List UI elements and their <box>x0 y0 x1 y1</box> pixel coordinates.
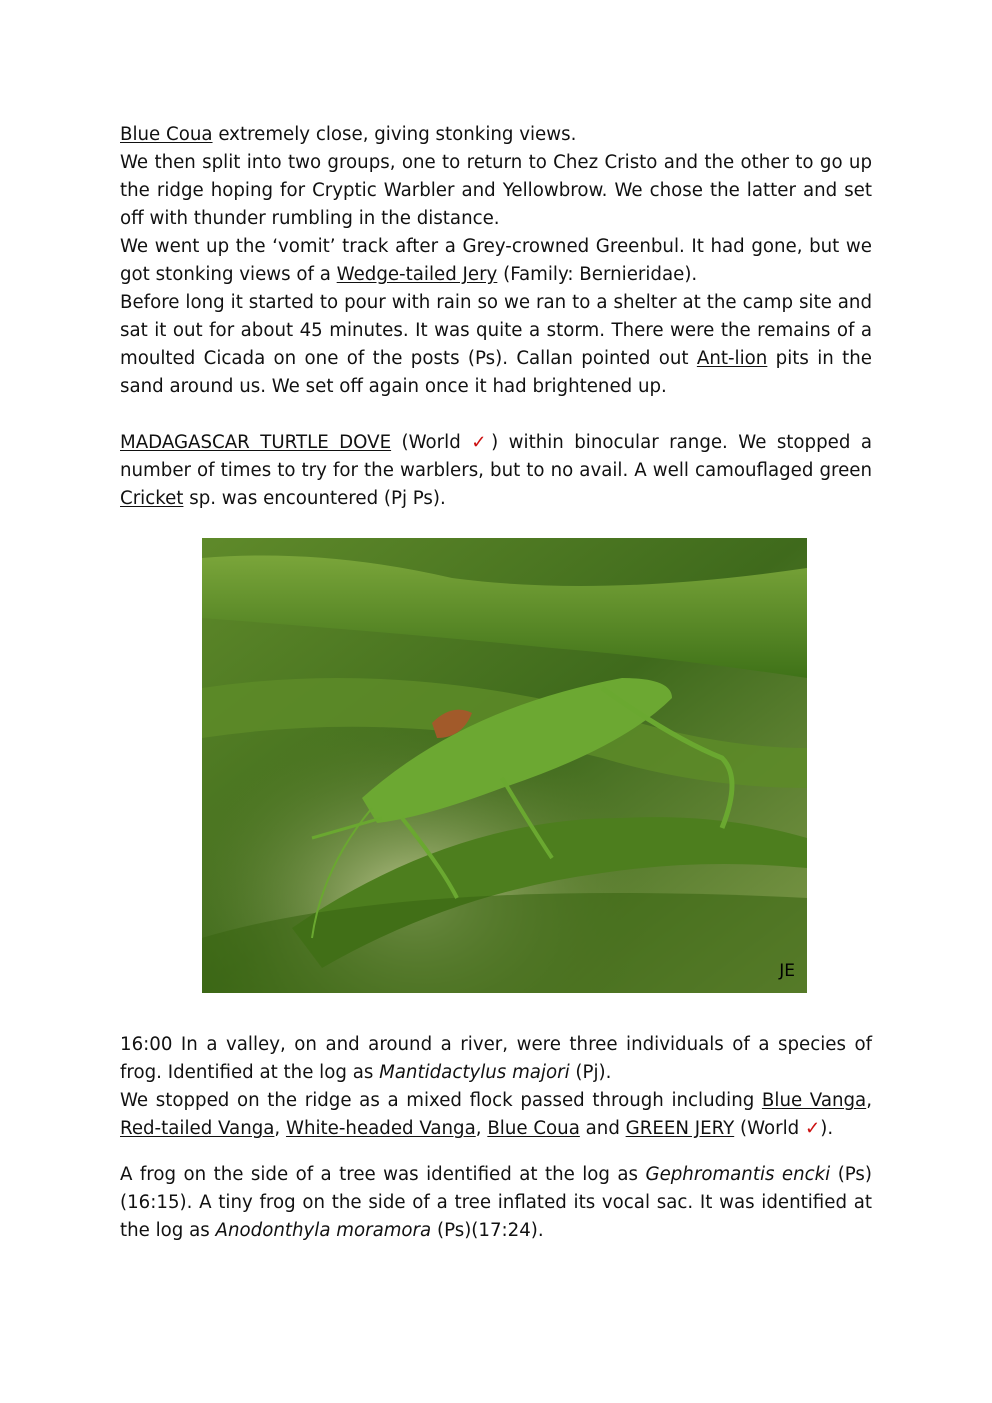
paragraph-vomit-track: We went up the ‘vomit’ track after a Grey-crowned Greenbul. It had gone, but we got stonking views of a Wedge-tailed Jery (Family: Bernieridae). <box>120 236 872 285</box>
species-name: Gephromantis encki <box>645 1164 831 1185</box>
paragraph-blue-coua: Blue Coua extremely close, giving stonking views. <box>120 124 577 145</box>
tick-icon: ✓ <box>471 432 492 453</box>
cricket-photo <box>202 538 807 993</box>
species-link: Blue Vanga <box>761 1090 867 1111</box>
paragraph-rain: Before long it started to pour with rain so we ran to a shelter at the camp site and sat it out for about 45 minutes. It was quite a storm. There were the remains of a moulted Cicada on one of the posts (Ps). Callan pointed out Ant-lion pits in the sand around us. We set off again once it had brightened up. <box>120 292 872 397</box>
photo-credit: JE <box>779 961 795 981</box>
species-name: Anodonthyla moramora <box>215 1220 432 1241</box>
species-link: Wedge-tailed Jery <box>336 264 498 285</box>
page-text-lower <box>120 1031 872 1245</box>
species-link: Ant-lion <box>696 348 768 369</box>
paragraph-split-groups: We then split into two groups, one to return to Chez Cristo and the other to go up the ridge hoping for Cryptic Warbler and Yellowbrow. We chose the latter and set off with thunder rumbling in the distance. <box>120 152 872 229</box>
species-link: GREEN JERY <box>625 1118 735 1139</box>
species-link: Cricket <box>120 488 184 509</box>
species-link: Blue Coua <box>487 1118 580 1139</box>
tick-icon: ✓ <box>804 1118 821 1139</box>
species-link: Red-tailed Vanga <box>120 1118 275 1139</box>
species-link: Blue Coua <box>120 124 213 145</box>
paragraph-mixed-flock: We stopped on the ridge as a mixed flock passed through including Blue Vanga, Red-tailed Vanga, White-headed Vanga, Blue Coua and GREEN JERY (World ✓). <box>120 1090 872 1139</box>
paragraph-turtle-dove: MADAGASCAR TURTLE DOVE (World ✓) within binocular range. We stopped a number of times to try for the warblers, but to no avail. A well camouflaged green Cricket sp. was encountered (Pj Ps). <box>120 432 872 509</box>
page-text <box>120 121 872 513</box>
species-name: Mantidactylus majori <box>379 1062 570 1083</box>
paragraph-tree-frogs: A frog on the side of a tree was identified at the log as Gephromantis encki (Ps) (16:15). A tiny frog on the side of a tree inflated its vocal sac. It was identified at the log as Anodonthyla moramora (Ps)(17:24). <box>120 1164 873 1241</box>
species-link: MADAGASCAR TURTLE DOVE <box>120 432 392 453</box>
species-link: White-headed Vanga <box>285 1118 476 1139</box>
cricket-photo-image <box>202 538 807 993</box>
paragraph-frog-valley: 16:00 In a valley, on and around a river, were three individuals of a species of frog. Identified at the log as Mantidactylus majori (Pj). <box>120 1034 872 1083</box>
